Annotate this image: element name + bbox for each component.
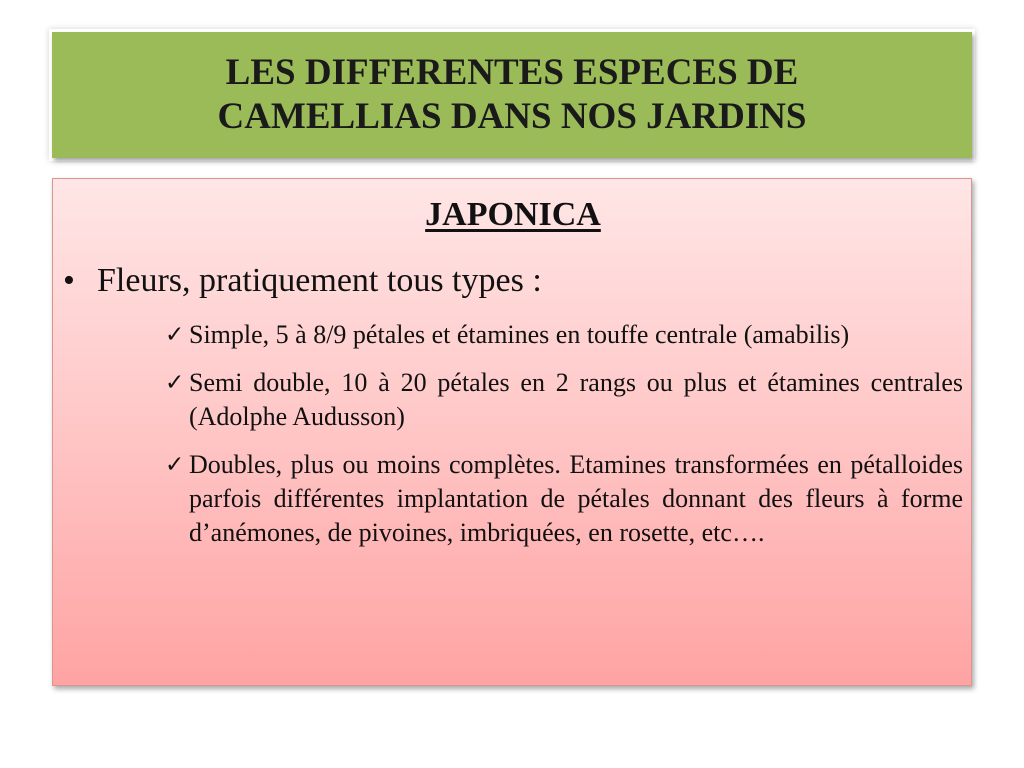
bullet-text: Fleurs, pratiquement tous types : — [97, 262, 542, 299]
bullet-line — [63, 261, 542, 301]
check-item-text: Simple, 5 à 8/9 pétales et étamines en touffe centrale (amabilis) — [189, 320, 850, 349]
check-list — [165, 318, 963, 564]
check-mark-icon: ✓ — [165, 370, 185, 396]
check-item-simple — [165, 318, 963, 352]
check-item-semi-double — [165, 366, 963, 434]
title-box — [52, 32, 972, 158]
content-box — [52, 178, 972, 686]
bullet-icon: • — [63, 262, 75, 299]
check-mark-icon: ✓ — [165, 322, 185, 348]
section-subtitle: JAPONICA — [425, 196, 601, 233]
check-item-text: Semi double, 10 à 20 pétales en 2 rangs ou plus et étamines centrales (Adolphe Audusson) — [189, 368, 963, 431]
check-item-text: Doubles, plus ou moins complètes. Etamines transformées en pétalloides parfois différentes implantation de pétales donnant des fleurs à forme d’anémones, de pivoines, imbriquées, en rosette, etc…. — [189, 450, 963, 547]
check-mark-icon: ✓ — [165, 452, 185, 478]
check-item-doubles — [165, 448, 963, 550]
slide-title: LES DIFFERENTES ESPECES DE CAMELLIAS DANS NOS JARDINS — [217, 52, 807, 137]
